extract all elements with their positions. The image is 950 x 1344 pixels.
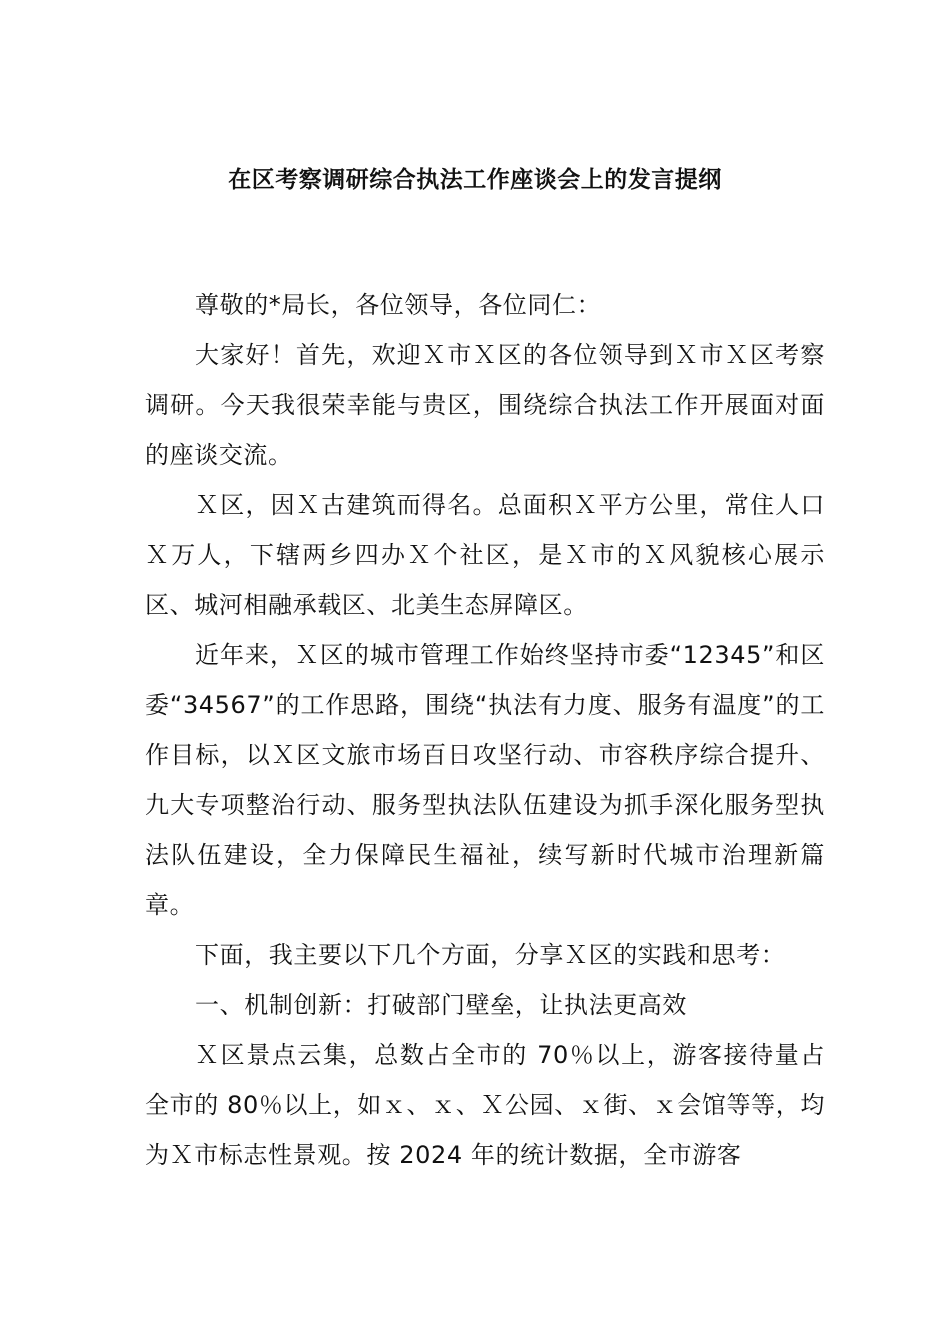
paragraph-district-intro: Ｘ区，因Ｘ古建筑而得名。总面积Ｘ平方公里，常住人口Ｘ万人，下辖两乡四办Ｘ个社区，是Ｘ市的Ｘ风貌核心展示区、城河相融承载区、北美生态屏障区。 [145,491,825,619]
section-heading-1: 一、机制创新：打破部门壁垒，让执法更高效 [195,991,687,1019]
paragraph-scenic-spots: Ｘ区景点云集，总数占全市的 70％以上，游客接待量占全市的 80％以上，如ｘ、ｘ、Ｘ公园、ｘ街、ｘ会馆等等，均为Ｘ市标志性景观。按 2024 年的统计数据，全市游客 [145,1041,825,1169]
paragraph-outline-intro: 下面，我主要以下几个方面，分享Ｘ区的实践和思考： [195,941,786,969]
paragraph-recent-work: 近年来，Ｘ区的城市管理工作始终坚持市委“12345”和区委“34567”的工作思路，围绕“执法有力度、服务有温度”的工作目标，以Ｘ区文旅市场百日攻坚行动、市容秩序综合提升、九大专项整治行动、服务型执法队伍建设为抓手深化服务型执法队伍建设，全力保障民生福祉，续写新时代城市治理新篇章。 [145,641,825,919]
document-body [145,280,825,1180]
paragraph-salutation: 尊敬的*局长，各位领导，各位同仁： [195,291,602,319]
paragraph-greeting: 大家好！首先，欢迎Ｘ市Ｘ区的各位领导到Ｘ市Ｘ区考察调研。今天我很荣幸能与贵区，围绕综合执法工作开展面对面的座谈交流。 [145,341,825,469]
document-title: 在区考察调研综合执法工作座谈会上的发言提纲 [228,167,722,193]
